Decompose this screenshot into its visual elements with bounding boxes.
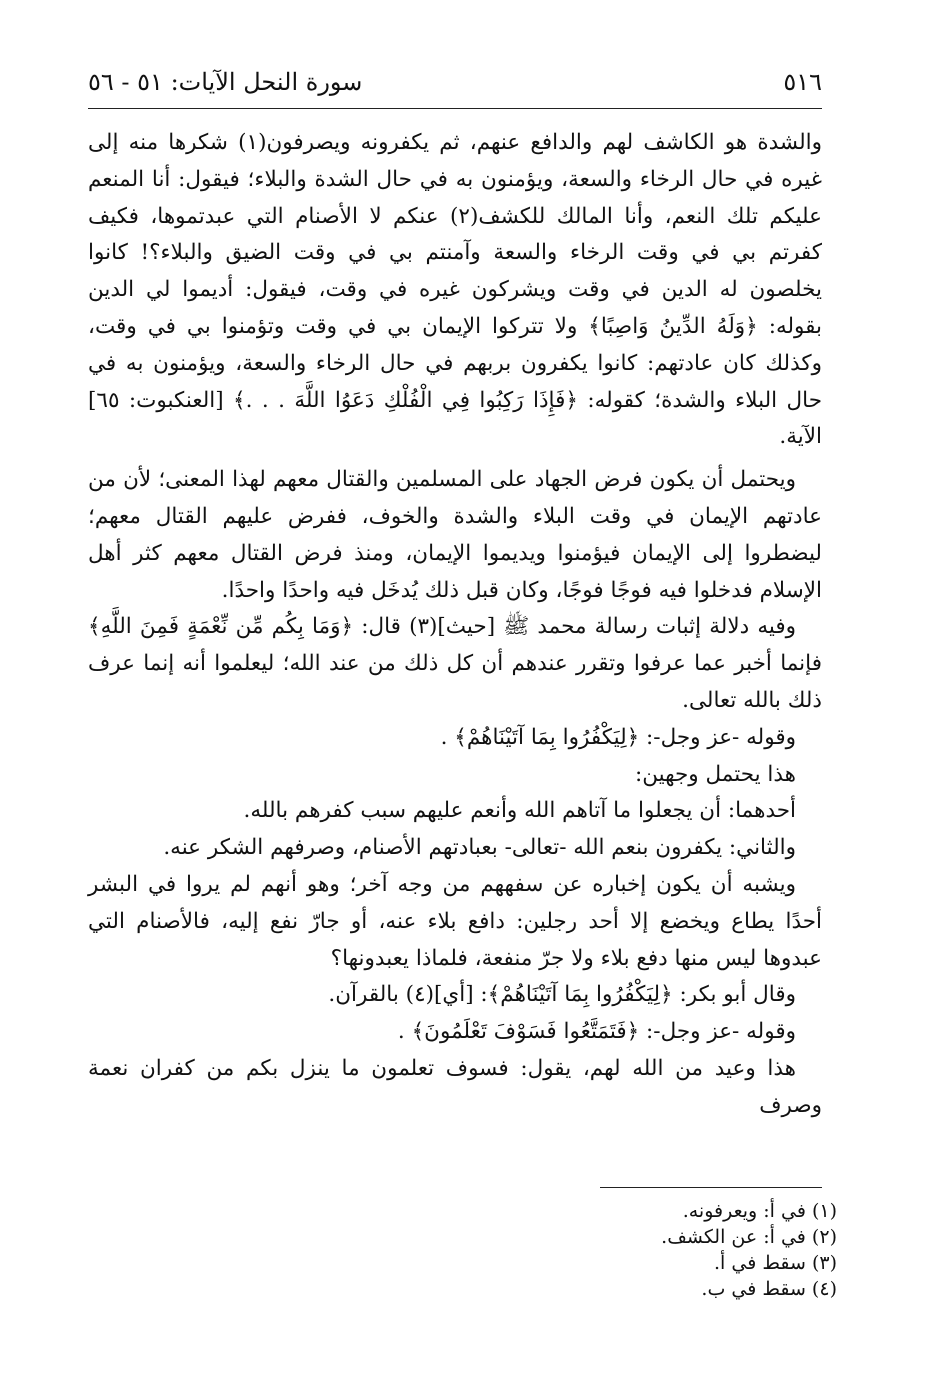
- paragraph-2: ويحتمل أن يكون فرض الجهاد على المسلمين والقتال معهم لهذا المعنى؛ لأن من عادتهم الإيمان في وقت البلاء والشدة والخوف، ففرض عليهم القتال معهم؛ ليضطروا إلى الإيمان فيؤمنوا ويديموا الإيمان، ومنذ فرض القتال معهم كثر أهل الإسلام فدخلوا فيه فوجًا فوجًا، وكان قبل ذلك يُدخَل فيه واحدًا واحدًا.: [88, 467, 822, 603]
- footnote-2: (٢) في أ: عن الكشف.: [661, 1226, 837, 1248]
- running-title: سورة النحل الآيات: ٥١ - ٥٦: [88, 68, 363, 96]
- paragraph-9: وقال أبو بكر: ﴿لِيَكْفُرُوا بِمَا آتَيْنَاهُمْ﴾: [أي](٤) بالقرآن.: [328, 982, 796, 1008]
- paragraph-1: والشدة هو الكاشف لهم والدافع عنهم، ثم يكفرونه ويصرفون(١) شكرها منه إلى غيره في حال الرخاء والسعة، ويؤمنون به في حال الشدة والبلاء؛ فيقول: أنا المنعم عليكم تلك النعم، وأنا المالك للكشف(٢) عنكم لا الأصنام التي عبدتموها، فكيف كفرتم بي في وقت الرخاء والسعة وآمنتم بي في وقت الضيق والبلاء؟! كانوا يخلصون له الدين في وقت ويشركون غيره في وقت، فيقول: أديموا لي الدين بقوله: ﴿وَلَهُ الدِّينُ وَاصِبًا﴾ ولا تتركوا الإيمان بي في وقت وتؤمنوا بي في وقت، وكذلك كان عادتهم: كانوا يكفرون بربهم في حال الرخاء والسعة، ويؤمنون به في حال البلاء والشدة؛ كقوله: ﴿فَإِذَا رَكِبُوا فِي الْفُلْكِ دَعَوُا اللَّهَ . . .﴾ [العنكبوت: ٦٥] الآية.: [88, 130, 822, 450]
- paragraph-3: وفيه دلالة إثبات رسالة محمد ﷺ [حيث](٣) قال: ﴿وَمَا بِكُم مِّن نِّعْمَةٍ فَمِنَ اللَّهِ﴾ فإنما أخبر عما عرفوا وتقرر عندهم أن كل ذلك من عند الله؛ ليعلموا أنه إنما عرف ذلك بالله تعالى.: [88, 614, 822, 713]
- footnote-1: (١) في أ: ويعرفونه.: [682, 1200, 837, 1222]
- main-text: [88, 125, 822, 1125]
- header-divider: [88, 108, 822, 109]
- footnote-4: (٤) سقط في ب.: [701, 1278, 837, 1300]
- footnote-divider: [600, 1187, 822, 1188]
- paragraph-10: وقوله -عز وجل-: ﴿فَتَمَتَّعُوا فَسَوْفَ تَعْلَمُونَ﴾ .: [397, 1019, 796, 1045]
- paragraph-7: والثاني: يكفرون بنعم الله -تعالى- بعبادتهم الأصنام، وصرفهم الشكر عنه.: [163, 835, 796, 861]
- paragraph-11: هذا وعيد من الله لهم، يقول: فسوف تعلمون ما ينزل بكم من كفران نعمة وصرف: [88, 1055, 822, 1118]
- page-header: [88, 62, 822, 102]
- paragraph-8: ويشبه أن يكون إخباره عن سفههم من وجه آخر؛ وهو أنهم لم يروا في البشر أحدًا يطاع ويخضع إلا أحد رجلين: دافع بلاء عنه، أو جارّ نفع إليه، فالأصنام التي عبدوها ليس منها دفع بلاء ولا جرّ منفعة، فلماذا يعبدونها؟: [88, 871, 822, 971]
- paragraph-5: هذا يحتمل وجهين:: [634, 761, 796, 787]
- paragraph-6: أحدهما: أن يجعلوا ما آتاهم الله وأنعم عليهم سبب كفرهم بالله.: [243, 798, 796, 824]
- page-number: ٥١٦: [783, 68, 822, 96]
- footnotes: [437, 1198, 837, 1302]
- paragraph-4: وقوله -عز وجل-: ﴿لِيَكْفُرُوا بِمَا آتَيْنَاهُمْ﴾ .: [440, 724, 796, 750]
- footnote-3: (٣) سقط في أ.: [714, 1252, 837, 1274]
